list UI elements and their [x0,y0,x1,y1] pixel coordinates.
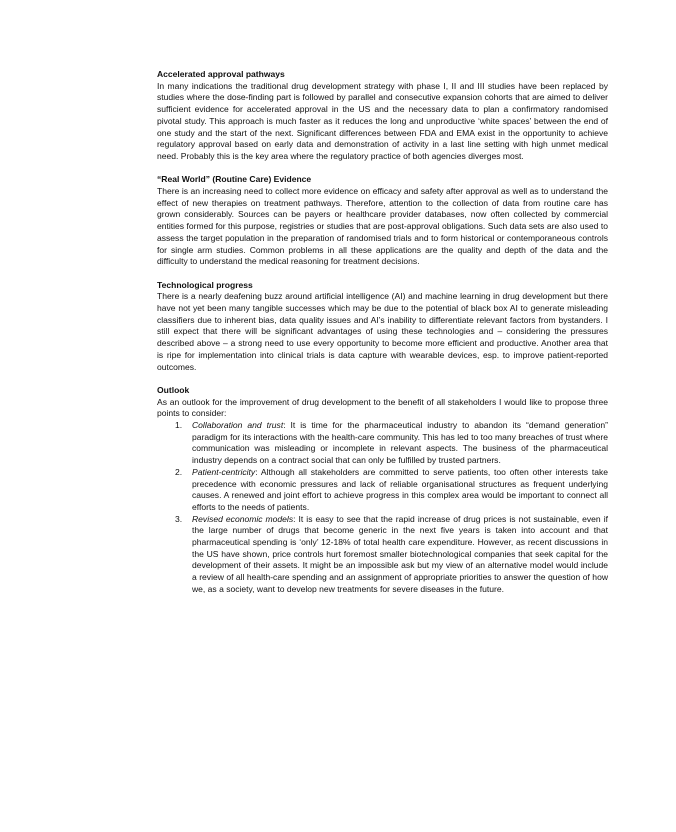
list-item-number: 2. [175,466,183,477]
section-accelerated-approval [157,69,608,163]
list-item-text: : It is easy to see that the rapid increase of drug prices is not sustainable, even if the large number of drugs that become generic in the next five years is taken into account and that pharmaceutical spending is ‘only’ 12-18% of total health care expenditure. However, as recent discussions in the US have shown, price controls hurt foremost smaller biotechnological companies that seek capital for the development of their assets. It might be an impossible ask but my view of an alternative model would include a review of all health-care spending and an assignment of appropriate priorities to answer the question of how we, as a society, want to develop new treatments for severe diseases in the future. [192,513,608,594]
list-item-term: Collaboration and trust [192,420,284,431]
list-item [157,420,608,467]
list-item [157,467,608,514]
section-heading: Outlook [157,384,190,395]
list-item-text: : Although all stakeholders are committed to serve patients, too often other interests take precedence with economic pressures and lack of reliable organisational structures as frequent underlying causes. A renewed and joint effort to achieve progress in this complex area would be important to connect all efforts to the needs of patients. [192,466,608,512]
list-item-term: Patient-centricity [192,466,256,477]
outlook-list [157,420,608,596]
list-item-text: : It is time for the pharmaceutical industry to abandon its “demand generation” paradigm for its interactions with the health-care community. This has led to too many breaches of trust where communication was misleading or incomplete in relevant aspects. The business of the pharmaceutical industry depends on a contract social that can only be fulfilled by trusted partners. [192,420,608,466]
section-paragraph: There is a nearly deafening buzz around artificial intelligence (AI) and machine learning in drug development but there have not yet been many tangible successes which may be due to the potential of black box AI to generate misleading classifiers due to inherent bias, data quality issues and AI’s inability to differentiate relevant factors from bystanders. I still expect that there will be significant advantages of using these technologies and – considering the pressures described above – a strong need to use every opportunity to become more efficient and productive. Another area that is ripe for implementation into clinical trials is data capture with wearable devices, esp. to improve patient-reported outcomes. [157,291,608,372]
section-paragraph: In many indications the traditional drug development strategy with phase I, II and III studies have been replaced by studies where the dose-finding part is followed by parallel and consecutive expansion cohorts that are aimed to deliver sufficient evidence for accelerated approval in the US and the necessary data to plan a confirmatory randomised pivotal study. This approach is much faster as it reduces the long and unproductive ‘white spaces’ between the end of one study and the start of the next. Significant differences between FDA and EMA exist in the opportunity to achieve regulatory approval based on early data and demonstration of activity in a last line setting with high unmet medical need. Probably this is the key area where the regulatory practice of both agencies diverges most. [157,80,608,161]
section-paragraph: There is an increasing need to collect more evidence on efficacy and safety after approval as well as to understand the effect of new therapies on treatment pathways. Therefore, attention to the collection of data from routine care has grown considerably. Sources can be payers or healthcare provider databases, now often collected by commercial entities formed for this purpose, registries or studies that are post-approval obligations. Such data sets are also used to assess the target population in the preparation of randomised trials and to form historical or contemporaneous controls for single arm studies. Common problems in all these applications are the quality and depth of the data and the difficulty to understand the medical reasoning for treatment decisions. [157,186,608,267]
list-item-number: 1. [175,420,183,431]
document-page [157,69,608,607]
list-item [157,514,608,596]
list-item-number: 3. [175,513,183,524]
section-outlook [157,385,608,596]
outlook-intro: As an outlook for the improvement of drug development to the benefit of all stakeholders I would like to propose three points to consider: [157,396,608,419]
section-technological-progress [157,280,608,374]
section-heading: Technological progress [157,279,253,290]
section-heading: “Real World” (Routine Care) Evidence [157,174,312,185]
list-item-term: Revised economic models [192,513,294,524]
section-real-world-evidence [157,174,608,268]
section-heading: Accelerated approval pathways [157,69,285,79]
